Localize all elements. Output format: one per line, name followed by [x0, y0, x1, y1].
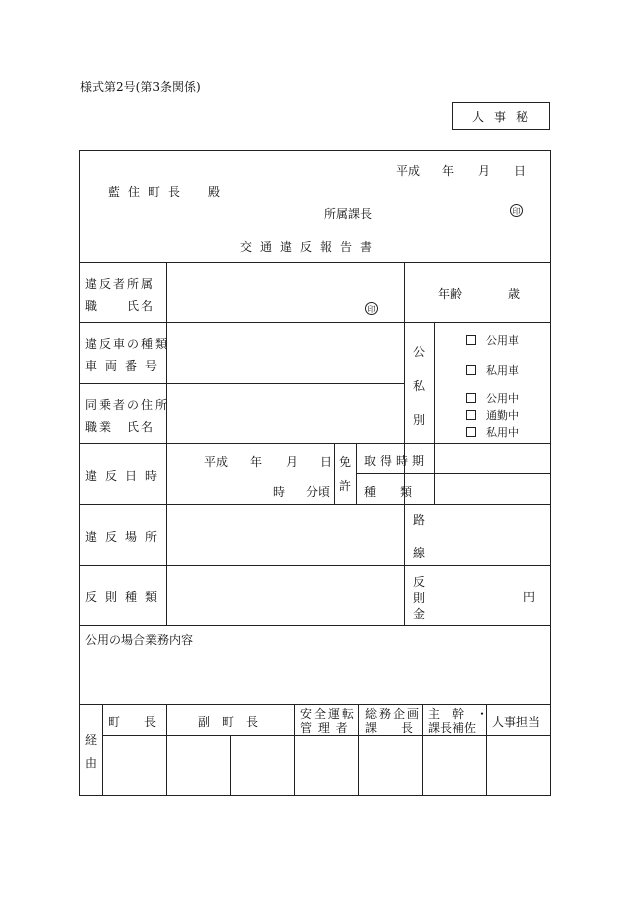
fine-char-2: 則 [413, 591, 426, 605]
violation-datetime-label: 違反日時 [85, 469, 166, 483]
private-use-option[interactable]: 私用中 [466, 424, 519, 440]
public-char: 公 [413, 345, 426, 359]
checkbox-icon[interactable] [466, 335, 476, 345]
dept-head-label: 所属課長 [324, 207, 373, 221]
dt-year: 年 [250, 455, 263, 469]
personnel-secret-box: 人事秘 [452, 102, 550, 130]
penalty-type-label: 反則種類 [85, 590, 166, 604]
approval-general-affairs-2: 課 長 [365, 721, 414, 735]
passenger-address-label: 同乗者の住所 [85, 398, 170, 412]
violator-name-label: 職 氏名 [85, 299, 156, 313]
dt-day: 日 [320, 455, 333, 469]
license-char-1: 免 [339, 455, 352, 469]
private-char: 私 [413, 379, 426, 393]
violator-seal: 印 [365, 302, 378, 315]
business-content-label: 公用の場合業務内容 [85, 633, 194, 647]
checkbox-icon[interactable] [466, 410, 476, 420]
distinction-char: 別 [413, 413, 426, 427]
route-char-1: 路 [413, 513, 426, 527]
date-era: 平成 [396, 164, 421, 178]
violation-place-label: 違反場所 [85, 530, 166, 544]
dept-head-seal: 印 [510, 204, 523, 217]
checkbox-icon[interactable] [466, 427, 476, 437]
approval-chief-1: 主 幹 ・ [428, 707, 489, 721]
approval-safety-manager-1: 安全運転 [300, 707, 357, 721]
commuting-option[interactable]: 通勤中 [466, 407, 519, 423]
addressee: 藍住町長 殿 [108, 185, 229, 199]
date-month: 月 [478, 164, 491, 178]
age-label: 年齢 [438, 287, 463, 301]
vehicle-number-label: 車両番号 [85, 359, 166, 373]
approval-general-affairs-1: 総務企画 [365, 707, 422, 721]
fine-char-3: 金 [413, 607, 426, 621]
on-duty-option[interactable]: 公用中 [466, 390, 519, 406]
license-char-2: 許 [339, 479, 352, 493]
report-form-frame [79, 150, 551, 796]
date-year: 年 [442, 164, 455, 178]
approval-safety-manager-2: 管 理 者 [300, 721, 349, 735]
approval-personnel: 人事担当 [492, 715, 541, 729]
dt-hour: 時 [273, 485, 286, 499]
approval-mayor: 町 長 [108, 715, 157, 729]
approval-deputy-mayor: 副 町 長 [198, 715, 259, 729]
fine-char-1: 反 [413, 575, 426, 589]
vehicle-type-label: 違反車の種類 [85, 337, 170, 351]
route-via-char-2: 由 [85, 756, 98, 770]
passenger-name-label: 職業 氏名 [85, 420, 156, 434]
approval-chief-2: 課長補佐 [428, 721, 477, 735]
document-title: 交通違反報告書 [240, 240, 381, 254]
dt-era: 平成 [204, 455, 229, 469]
checkbox-icon[interactable] [466, 393, 476, 403]
date-day: 日 [514, 164, 527, 178]
dt-month: 月 [286, 455, 299, 469]
violator-dept-label: 違反者所属 [85, 277, 156, 291]
public-car-option[interactable]: 公用車 [466, 332, 519, 348]
yen-unit: 円 [523, 590, 536, 604]
route-char-2: 線 [413, 546, 426, 560]
dt-minute: 分頃 [306, 485, 331, 499]
age-unit: 歳 [508, 287, 521, 301]
private-car-option[interactable]: 私用車 [466, 362, 519, 378]
route-via-char-1: 経 [85, 733, 98, 747]
form-number: 様式第2号(第3条関係) [80, 80, 201, 94]
checkbox-icon[interactable] [466, 365, 476, 375]
license-type-label: 種 類 [364, 485, 413, 499]
license-acquired-label: 取得時期 [364, 454, 429, 468]
